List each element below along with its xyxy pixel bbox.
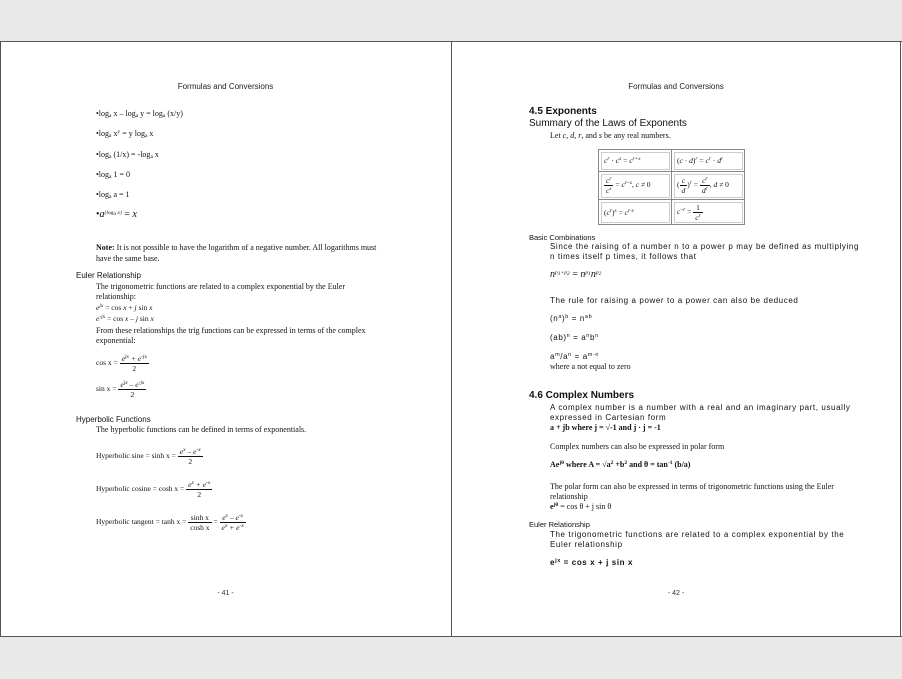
- basic-equation: $n^{p_1+p_2} = n^{p_1}n^{p_2}$: [550, 269, 602, 280]
- log-rule-2: $•\log_a$ $x^y = y$ $\log_a x$: [96, 129, 154, 139]
- euler-heading-right: Euler Relationship: [529, 520, 590, 529]
- euler-text-3: From these relationships the trig functions can be expressed in terms of the complex: [96, 326, 366, 335]
- basic-text-2: n times itself p times, it follows that: [550, 252, 697, 261]
- log-rule-4: $•\log_a$ 1 = 0: [96, 170, 130, 180]
- power-eq-2: $(ab)^n = a^nb^n$: [550, 333, 599, 342]
- cosh-formula: Hyperbolic cosine = cosh x = $\frac{e^x + e^{-x}}{2}$: [96, 480, 211, 499]
- law-product-power: $(c \cdot d)^r = c^r \cdot d^r$: [672, 150, 745, 172]
- complex-text-1: A complex number is a number with a real and an imaginary part, usually: [550, 403, 851, 412]
- polar-equation: $Ae^{j\theta}$ where $A = √a^2 +b^2$ and $\theta = \tan^{-1} (b/a)$: [550, 460, 691, 469]
- basic-combinations-heading: Basic Combinations: [529, 233, 596, 242]
- law-power-of-power: $(c^r)^s = c^{r\cdot s}$: [599, 200, 672, 225]
- sinh-formula: Hyperbolic sine = sinh x = $\frac{e^x - e^{-x}}{2}$: [96, 447, 201, 466]
- summary-title: Summary of the Laws of Exponents: [529, 118, 687, 129]
- euler-text-2: relationship:: [96, 292, 136, 301]
- page-number-42: - 42 -: [667, 590, 685, 597]
- let-text: Let c, d, r, and s be any real numbers.: [550, 131, 671, 140]
- law-quotient-power: ( $\frac{c}{d}$ )$^r$ = $\frac{c^r}{d^r}$ , d ≠ 0: [672, 172, 745, 200]
- euler-text-4: exponential:: [96, 336, 136, 345]
- document-spread: [0, 41, 902, 637]
- note-line-2: have the same base.: [96, 254, 160, 263]
- trig-text-2: relationship: [550, 492, 588, 501]
- complex-text-2: expressed in Cartesian form: [550, 413, 667, 422]
- euler-eq-2: $e^{-jx} = \cos x - j$ sin x: [96, 314, 154, 323]
- law-product: $c^r \cdot c^s = c^{r+s}$: [599, 150, 672, 172]
- cos-formula: cos x = $\frac{e^{jx} + e^{-jx}}{2}$: [96, 354, 147, 373]
- euler-eq-1: $e^{jx} = \cos x + j$ sin x: [96, 303, 153, 312]
- complex-equation: a + jb where j = √-1 and j · j = -1: [550, 423, 661, 432]
- sin-formula: sin x = $\frac{e^{jx} - e^{-jx}}{2}$: [96, 380, 145, 399]
- trig-text-1: The polar form can also be expressed in terms of trigonometric functions using the Euler: [550, 482, 834, 491]
- power-eq-3: $a^m/a^n = a^{m-n}$: [550, 352, 600, 361]
- log-rule-6: $•a^{(log_a x)} = x$: [96, 209, 137, 220]
- power-eq-1: $(n^a)^b = n^{ab}$: [550, 314, 593, 323]
- trig-equation: $e^{j\theta} = \cos \theta + j$ sin θ: [550, 502, 612, 511]
- laws-of-exponents-table: [598, 149, 745, 225]
- euler-text-1: The trigonometric functions are related to a complex exponential by the Euler: [96, 282, 346, 291]
- hyperbolic-heading: Hyperbolic Functions: [76, 415, 151, 424]
- page-42: [451, 42, 901, 636]
- law-quotient: $\frac{c^r}{c^s}$ = $c^{r-s}$, c ≠ 0: [599, 172, 672, 200]
- page-41: [0, 42, 450, 636]
- power-text: The rule for raising a power to a power can also be deduced: [550, 296, 799, 305]
- polar-text: Complex numbers can also be expressed in polar form: [550, 442, 725, 451]
- section-4-5-heading: 4.5 Exponents: [529, 106, 597, 117]
- log-rule-1: $•\log_a$ $x - \log_a y = \log_a (x/y)$: [96, 109, 183, 119]
- page-number-41: - 41 -: [217, 590, 234, 597]
- euler-text-right-1: The trigonometric functions are related to a complex exponential by the: [550, 530, 845, 539]
- section-4-6-heading: 4.6 Complex Numbers: [529, 390, 635, 401]
- euler-text-right-2: Euler relationship: [550, 540, 623, 549]
- page-header: Formulas and Conversions: [628, 82, 724, 91]
- euler-heading: Euler Relationship: [76, 271, 141, 280]
- log-rule-3: $•\log_a$ $(1/x) = -\log_a$ x: [96, 150, 159, 160]
- log-rule-5: $•\log_a$ a = 1: [96, 190, 130, 200]
- law-negative-exponent: $c^{-r}$ = $\frac{1}{c^r}$: [672, 200, 745, 225]
- note-line-1: Note: It is not possible to have the logarithm of a negative number. All logarithms must: [96, 243, 377, 252]
- power-note: where a not equal to zero: [550, 362, 631, 371]
- page-header: Formulas and Conversions: [177, 82, 274, 91]
- hyperbolic-text: The hyperbolic functions can be defined in terms of exponentials.: [96, 425, 307, 434]
- euler-equation-right: $e^{jx} = \cos x + j$ sin x: [550, 558, 634, 567]
- tanh-formula: Hyperbolic tangent = tanh x = $\frac{\text{sinh x}}{\text{cosh x}}$ = $\frac{e^x - e^{-x}}{e^x + e^{-x}}$: [96, 513, 244, 532]
- basic-text-1: Since the raising of a number n to a power p may be defined as multiplying: [550, 242, 859, 251]
